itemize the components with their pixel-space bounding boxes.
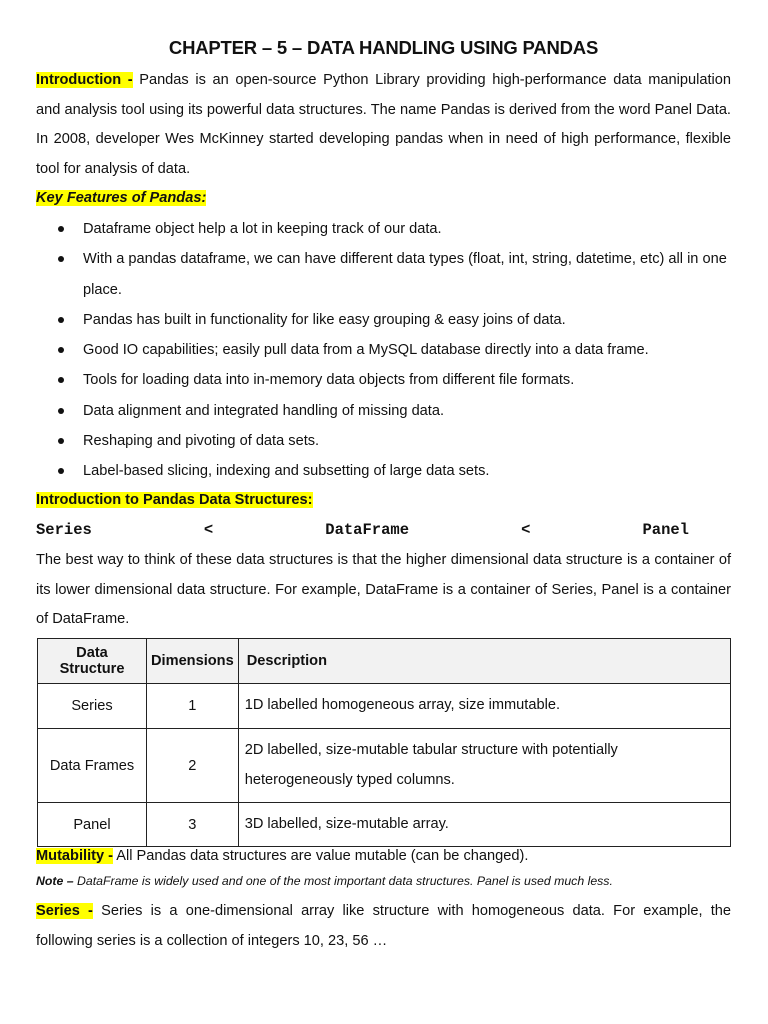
list-item [36, 456, 731, 486]
list-item [36, 244, 731, 305]
table-cell: 1D labelled homogeneous array, size immutable. [238, 684, 730, 729]
list-item-text: Reshaping and pivoting of data sets. [83, 433, 320, 450]
table-row [38, 803, 731, 847]
bullet-icon [58, 377, 64, 383]
intro-label: Introduction - [36, 72, 133, 88]
bullet-icon [58, 468, 64, 474]
list-item-text: Pandas has built in functionality for like easy grouping & easy joins of data. [83, 311, 566, 328]
series-label: Series - [36, 903, 93, 919]
list-item-text: Data alignment and integrated handling of missing data. [83, 402, 445, 419]
structure-hierarchy [36, 516, 689, 544]
chapter-title: CHAPTER – 5 – DATA HANDLING USING PANDAS [168, 37, 599, 58]
structures-explanation: The best way to think of these data structures is that the higher dimensional data structure is a container of its lower dimensional data structure. For example, DataFrame is a container of Series, Panel is a container of DataFrame. [36, 552, 731, 627]
table-cell: 3D labelled, size-mutable array. [238, 803, 730, 847]
table-cell: 2D labelled, size-mutable tabular structure with potentially heterogeneously typed columns. [238, 729, 730, 803]
hierarchy-panel: Panel [642, 521, 689, 539]
structures-label: Introduction to Pandas Data Structures: [36, 492, 313, 508]
table-cell: 3 [147, 803, 239, 847]
key-features-list [36, 214, 731, 487]
mutability-paragraph [36, 842, 731, 872]
bullet-icon [58, 438, 64, 444]
column-header: Dimensions [147, 639, 239, 684]
list-item [36, 305, 731, 335]
list-item [36, 396, 731, 426]
hierarchy-series: Series [36, 521, 92, 539]
data-structures-table [37, 638, 731, 847]
list-item-text: Label-based slicing, indexing and subsetting of large data sets. [83, 463, 490, 480]
list-item-text: With a pandas dataframe, we can have different data types (float, int, string, datetime, etc) all in one place. [83, 251, 727, 298]
table-row [38, 729, 731, 803]
table-cell: Data Frames [38, 729, 147, 803]
table-cell: Panel [38, 803, 147, 847]
hierarchy-lt-1: < [203, 521, 214, 539]
list-item [36, 214, 731, 244]
list-item [36, 426, 731, 456]
note-label: Note – [36, 874, 74, 888]
table-cell: 1 [147, 684, 239, 729]
intro-text: Pandas is an open-source Python Library providing high-performance data manipulation and analysis tool using its powerful data structures. The name Pandas is derived from the word Panel Data. In 2008, developer Wes McKinney started developing pandas when in need of high performance, flexible tool for analysis of data. [36, 72, 731, 177]
bullet-icon [58, 256, 64, 262]
mutability-text: All Pandas data structures are value mutable (can be changed). [113, 848, 529, 864]
hierarchy-dataframe: DataFrame [325, 521, 409, 539]
table-header-row [38, 639, 731, 684]
key-features-label: Key Features of Pandas: [36, 190, 207, 206]
table-cell: 2 [147, 729, 239, 803]
note-text: DataFrame is widely used and one of the most important data structures. Panel is used much less. [73, 874, 613, 888]
note-line [36, 874, 613, 888]
key-features-heading [36, 184, 731, 214]
structures-heading [36, 486, 731, 516]
list-item [36, 335, 731, 365]
series-paragraph [36, 897, 731, 956]
column-header: Description [238, 639, 730, 684]
series-text: Series is a one-dimensional array like structure with homogeneous data. For example, the following series is a collection of integers 10, 23, 56 … [36, 903, 731, 949]
list-item-text: Dataframe object help a lot in keeping track of our data. [83, 221, 442, 237]
bullet-icon [58, 408, 64, 414]
list-item-text: Tools for loading data into in-memory data objects from different file formats. [83, 372, 575, 389]
table-row [38, 684, 731, 729]
bullet-icon [58, 347, 64, 353]
table-cell: Series [38, 684, 147, 729]
bullet-icon [58, 317, 64, 323]
list-item [36, 365, 731, 395]
bullet-icon [58, 226, 64, 232]
hierarchy-lt-2: < [521, 521, 531, 539]
mutability-label: Mutability - [36, 848, 114, 864]
list-item-text: Good IO capabilities; easily pull data from a MySQL database directly into a data frame. [83, 342, 649, 359]
intro-paragraph [36, 66, 731, 184]
column-header: Data Structure [38, 639, 147, 684]
